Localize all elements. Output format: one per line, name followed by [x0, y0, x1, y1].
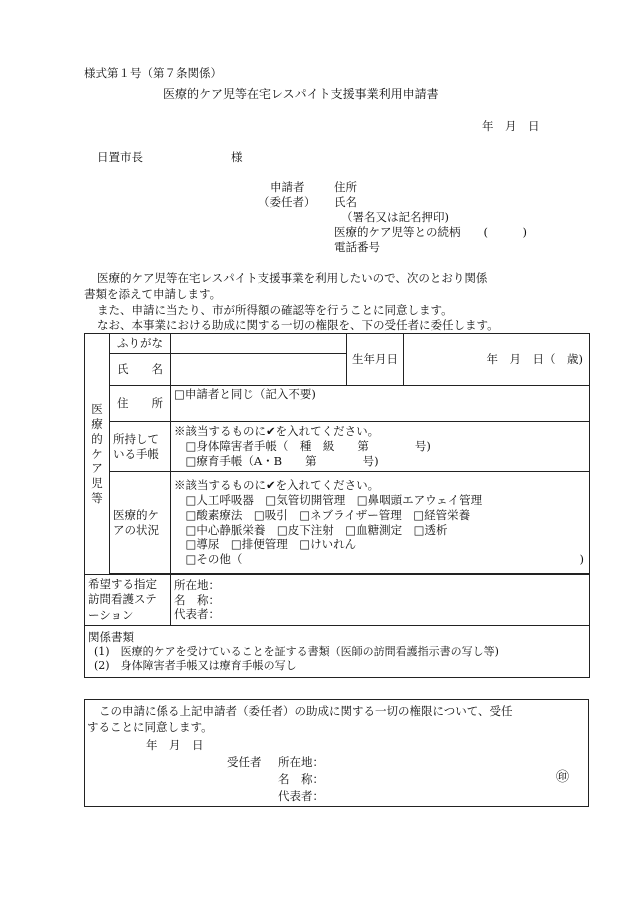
station-label: 希望する指定訪問看護ステーション — [85, 575, 171, 626]
care-options-row3[interactable]: □中心静脈栄養 □皮下注射 □血糖測定 □透析 — [174, 522, 448, 537]
consent-date[interactable]: 年 月 日 — [146, 738, 204, 752]
addressee-honorific: 様 — [231, 150, 243, 164]
proxy-name-field[interactable]: 名 称： — [278, 772, 324, 786]
station-address-field[interactable]: 所在地： — [174, 577, 220, 592]
care-options-row2[interactable]: □酸素療法 □吸引 □ネブライザー管理 □経管栄養 — [174, 507, 471, 522]
care-other-close: ) — [579, 552, 584, 567]
care-status-label: 医療的ケアの状況 — [110, 472, 171, 574]
care-options-row1[interactable]: □人工呼吸器 □気管切開管理 □鼻咽頭エアウェイ管理 — [174, 492, 483, 507]
application-table — [84, 333, 590, 678]
addressee-name: 日置市長 — [97, 150, 143, 164]
consent-line2: することに同意します。 — [87, 720, 213, 734]
proxy-address-field[interactable]: 所在地： — [278, 755, 324, 769]
delegator-label: （委任者） — [258, 195, 316, 209]
rehabilitation-notebook-checkbox[interactable]: □療育手帳（A・B 第 号) — [174, 453, 379, 468]
proxy-rep-field[interactable]: 代表者： — [278, 789, 324, 803]
form-title: 医療的ケア児等在宅レスパイト支援事業利用申請書 — [163, 87, 439, 101]
docs-heading: 関係書類 — [88, 629, 134, 644]
related-documents — [85, 626, 590, 678]
station-name-field[interactable]: 名 称： — [174, 592, 220, 607]
notebook-instruction: ※該当するものに✔を入れてください。 — [174, 424, 380, 439]
notebook-options[interactable] — [171, 422, 590, 472]
care-other-checkbox[interactable]: □その他（ — [174, 552, 243, 567]
child-name-label: 氏 名 — [110, 354, 171, 386]
same-as-applicant-checkbox[interactable]: □申請者と同じ（記入不要) — [174, 387, 316, 401]
form-number: 様式第１号（第７条関係） — [84, 66, 222, 80]
body-para3: なお、本事業における助成に関する一切の権限を、下の受任者に委任します。 — [97, 318, 499, 332]
relation-label: 医療的ケア児等との続柄 ( ) — [334, 225, 527, 239]
seal-mark-icon: ㊞ — [556, 770, 570, 785]
notebook-label: 所持している手帳 — [110, 422, 171, 472]
child-name-field[interactable] — [171, 354, 347, 386]
care-status-options[interactable] — [171, 472, 590, 574]
furigana-field[interactable] — [171, 334, 347, 354]
applicant-label: 申請者 — [270, 180, 305, 194]
body-para1-line1: 医療的ケア児等在宅レスパイト支援事業を利用したいので、次のとおり関係 — [97, 271, 488, 285]
birthdate-field[interactable]: 年 月 日（ 歳) — [404, 334, 590, 386]
signature-note: （署名又は記名押印) — [341, 210, 449, 224]
phone-label: 電話番号 — [334, 240, 380, 254]
section-label: 医療的ケア児等 — [85, 334, 110, 575]
doc-item-2: (2) 身体障害者手帳又は療育手帳の写し — [94, 658, 297, 672]
proxy-label: 受任者 — [227, 755, 262, 769]
care-options-row4[interactable]: □導尿 □排便管理 □けいれん — [174, 537, 357, 552]
consent-line1: この申請に係る上記申請者（委任者）の助成に関する一切の権限について、受任 — [99, 704, 513, 718]
birthdate-label: 生年月日 — [347, 334, 404, 386]
physical-disability-notebook-checkbox[interactable]: □身体障害者手帳（ 種 級 第 号) — [174, 439, 431, 454]
child-address-field[interactable] — [171, 386, 590, 422]
care-instruction: ※該当するものに✔を入れてください。 — [174, 477, 380, 492]
application-date: 年 月 日 — [482, 119, 540, 133]
body-para2: また、申請に当たり、市が所得額の確認等を行うことに同意します。 — [97, 303, 453, 317]
doc-item-1: (1) 医療的ケアを受けていることを証する書類（医師の訪問看護指示書の写し等) — [94, 644, 499, 658]
applicant-address-label: 住所 — [334, 180, 357, 194]
consent-box — [84, 699, 589, 807]
body-para1-line2: 書類を添えて申請します。 — [84, 287, 222, 301]
station-rep-field[interactable]: 代表者： — [174, 607, 220, 622]
furigana-label: ふりがな — [110, 334, 171, 354]
child-address-label: 住 所 — [110, 386, 171, 422]
station-fields[interactable] — [171, 575, 590, 626]
applicant-name-label: 氏名 — [334, 195, 357, 209]
